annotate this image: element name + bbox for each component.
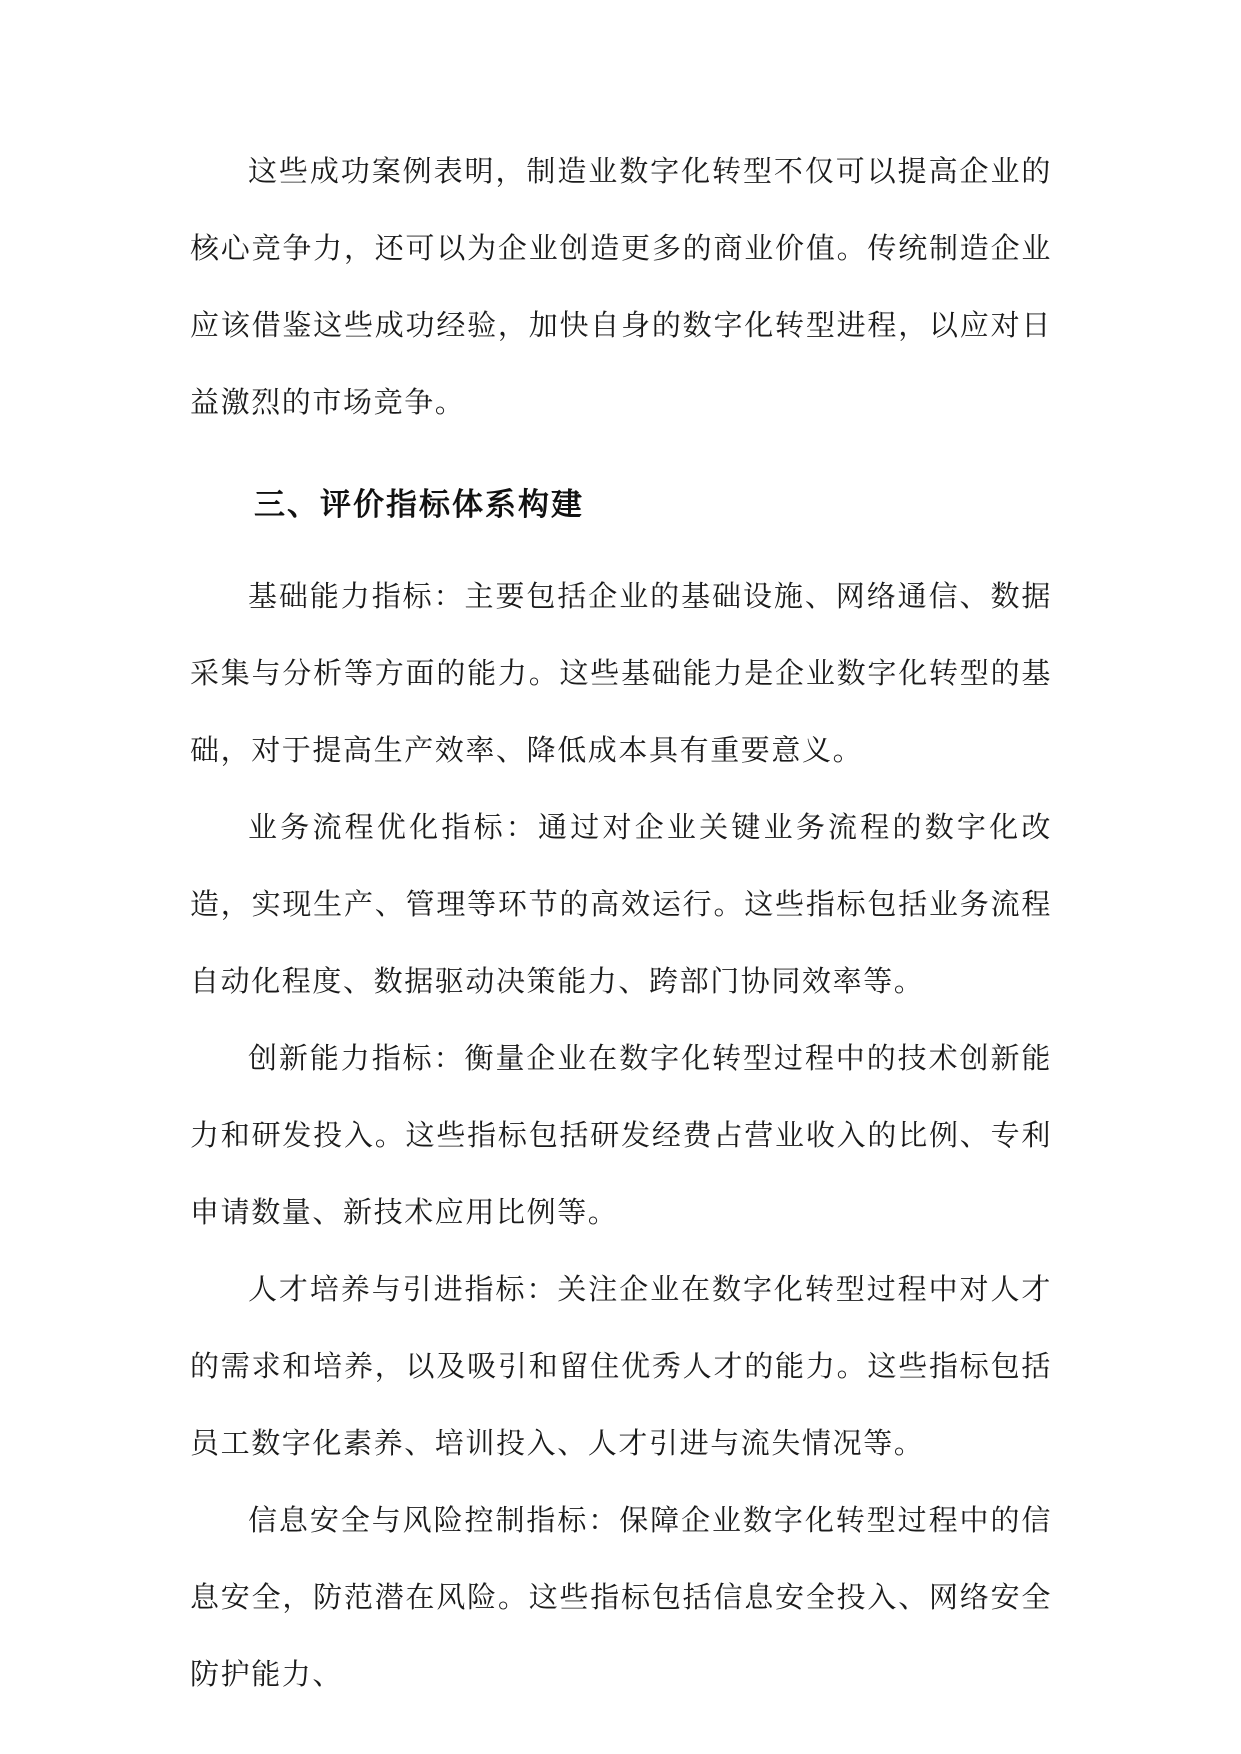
paragraph-information-security: 信息安全与风险控制指标：保障企业数字化转型过程中的信息安全，防范潜在风险。这些指标包括信息安全投入、网络安全防护能力、 xyxy=(190,1503,1052,1691)
paragraph-talent-development: 人才培养与引进指标：关注企业在数字化转型过程中对人才的需求和培养，以及吸引和留住优秀人才的能力。这些指标包括员工数字化素养、培训投入、人才引进与流失情况等。 xyxy=(190,1272,1052,1460)
section-body xyxy=(190,558,1052,1713)
paragraph-basic-capability: 基础能力指标：主要包括企业的基础设施、网络通信、数据采集与分析等方面的能力。这些基础能力是企业数字化转型的基础，对于提高生产效率、降低成本具有重要意义。 xyxy=(190,579,1052,767)
paragraph-process-optimization: 业务流程优化指标：通过对企业关键业务流程的数字化改造，实现生产、管理等环节的高效运行。这些指标包括业务流程自动化程度、数据驱动决策能力、跨部门协同效率等。 xyxy=(190,810,1052,998)
intro-paragraph: 这些成功案例表明，制造业数字化转型不仅可以提高企业的核心竞争力，还可以为企业创造更多的商业价值。传统制造企业应该借鉴这些成功经验，加快自身的数字化转型进程，以应对日益激烈的市场竞争。 xyxy=(190,154,1052,419)
intro-paragraph-block xyxy=(190,133,1052,441)
section-heading: 三、评价指标体系构建 xyxy=(254,487,584,523)
paragraph-innovation-capability: 创新能力指标：衡量企业在数字化转型过程中的技术创新能力和研发投入。这些指标包括研发经费占营业收入的比例、专利申请数量、新技术应用比例等。 xyxy=(190,1041,1052,1229)
